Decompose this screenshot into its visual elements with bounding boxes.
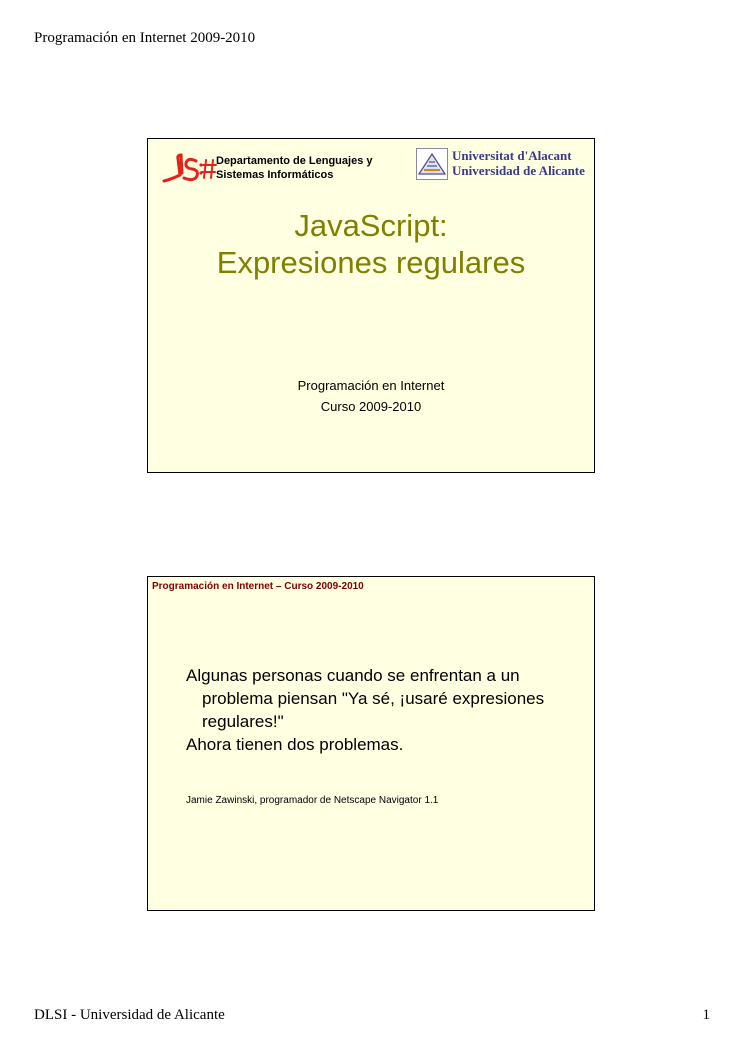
quote-attribution: Jamie Zawinski, programador de Netscape Navigator 1.1 xyxy=(186,795,439,806)
page-header: Programación en Internet 2009-2010 xyxy=(34,30,256,46)
slide-subtitle xyxy=(148,375,594,417)
department-name xyxy=(216,154,373,182)
department-line-1: Departamento de Lenguajes y xyxy=(216,155,373,167)
quote-block xyxy=(186,664,566,756)
university-name-valencian: Universitat d'Alacant xyxy=(452,148,572,163)
department-line-2: Sistemas Informáticos xyxy=(216,169,334,181)
course-year: Curso 2009-2010 xyxy=(320,399,422,414)
university-name-spanish: Universidad de Alicante xyxy=(452,163,585,178)
page-footer: DLSI - Universidad de Alicante xyxy=(34,1007,225,1023)
slide-title xyxy=(148,207,594,281)
slide-title-line-2: Expresiones regulares xyxy=(216,245,526,280)
page-number: 1 xyxy=(702,1007,710,1023)
quote-paragraph-1: Algunas personas cuando se enfrentan a un problema piensan "Ya sé, ¡usaré expresiones regulares!" xyxy=(186,666,545,731)
slide-title-line-1: JavaScript: xyxy=(294,208,448,243)
slide-quote xyxy=(147,576,595,911)
quote-paragraph-2: Ahora tienen dos problemas. xyxy=(186,735,404,754)
ls-logo-icon xyxy=(160,151,218,185)
slide-title-page xyxy=(147,138,595,473)
slide-header: Programación en Internet – Curso 2009-2010 xyxy=(152,581,364,592)
university-name xyxy=(452,148,585,178)
university-logo-icon xyxy=(416,148,448,180)
course-name: Programación en Internet xyxy=(297,378,445,393)
